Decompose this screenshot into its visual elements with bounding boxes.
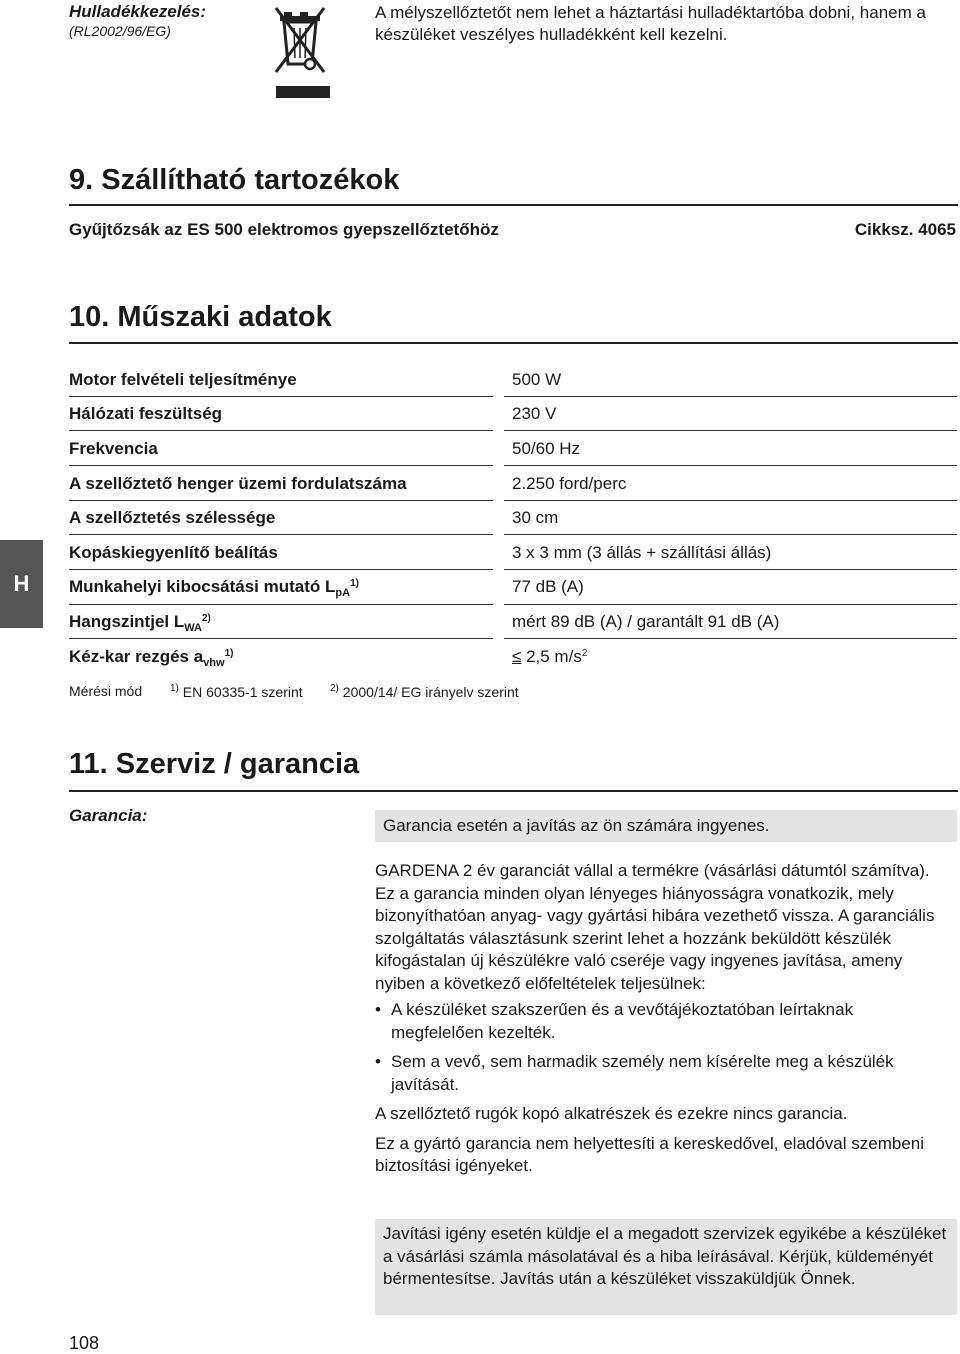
less-or-equal-symbol: ≤ — [512, 647, 522, 666]
spec-value: 230 V — [512, 404, 557, 423]
row-divider — [504, 465, 957, 466]
language-tab: H — [0, 540, 43, 628]
spec-value-text: 2,5 m/s — [526, 647, 582, 666]
footnote-text-2: 2000/14/ EG irányelv szerint — [342, 684, 519, 700]
row-divider — [69, 534, 493, 535]
section-9-heading: 9. Szállítható tartozékok — [69, 164, 400, 196]
section-9-rule — [69, 204, 958, 206]
row-divider — [504, 500, 957, 501]
section-10-rule — [69, 342, 958, 344]
page-number: 108 — [69, 1333, 100, 1353]
spec-label-footnote: 2) — [201, 613, 211, 624]
spec-label-footnote: 1) — [224, 648, 234, 659]
row-divider — [504, 604, 957, 605]
footnote-ref-1: 1) — [170, 683, 179, 694]
spec-label-footnote: 1) — [350, 578, 359, 589]
guarantee-paragraph: GARDENA 2 év garanciát vállal a termékre (vásárlási dátumtól számítva). Ez a garancia minden olyan lényeges hiányosságra vonatkozik, mely bizonyíthatóan anyag- vagy gyártási hibára vezethető vissza. A garanciális szolgáltatás választásunk szerint lehet a hozzánk beküldött készülék kifogástalan új készülékre való cseréje vagy ingyenes javítása, ameny nyiben a következő előfeltételek teljesülnek: — [375, 861, 935, 993]
spec-label-subscript: pA — [335, 587, 351, 599]
row-divider — [69, 465, 493, 466]
accessory-name: Gyűjtőzsák az ES 500 elektromos gyepszellőztetőhöz — [69, 220, 499, 239]
guarantee-body — [375, 860, 950, 1178]
row-divider — [504, 534, 957, 535]
spec-value: 500 W — [512, 370, 562, 389]
repair-instructions-box: Javítási igény esetén küldje el a megadott szervizek egyikébe a készüléket a vásárlási számla másolatával és a hiba leírásával. Kérjük, küldeményét bérmentesítse. Javítás után a készüléket visszaküldjük Önnek. — [375, 1219, 957, 1315]
spec-value — [512, 647, 587, 667]
spec-label: Frekvencia — [69, 439, 158, 458]
list-item — [375, 1051, 950, 1096]
spec-label — [69, 647, 234, 669]
guarantee-paragraph: Ez a gyártó garancia nem helyettesíti a kereskedővel, eladóval szembeni biztosítási igényeket. — [375, 1133, 925, 1175]
bullet-icon: • — [375, 1000, 381, 1019]
spec-label: Motor felvételi teljesítménye — [69, 370, 297, 389]
row-divider — [504, 638, 957, 639]
spec-value: 30 cm — [512, 508, 559, 527]
guarantee-paragraph: A szellőztető rugók kopó alkatrészek és ezekre nincs garancia. — [375, 1104, 848, 1123]
spec-label-subscript: WA — [184, 622, 202, 634]
guarantee-highlight: Garancia esetén a javítás az ön számára ingyenes. — [375, 810, 957, 842]
spec-label — [69, 612, 211, 634]
spec-value: mért 89 dB (A) / garantált 91 dB (A) — [512, 612, 780, 631]
row-divider — [69, 638, 493, 639]
row-divider — [69, 604, 493, 605]
spec-label: Hálózati feszültség — [69, 404, 223, 423]
row-divider — [504, 396, 957, 397]
measurement-note-label: Mérési mód — [69, 683, 143, 699]
section-10-heading: 10. Műszaki adatok — [69, 301, 332, 333]
spec-label: A szellőztetés szélessége — [69, 508, 276, 527]
waste-directive-ref: (RL2002/96/EG) — [69, 23, 171, 39]
spec-value: 2.250 ford/perc — [512, 474, 627, 493]
waste-disposal-text: A mélyszellőztetőt nem lehet a háztartási hulladéktartóba dobni, hanem a készüléket veszélyes hulladékként kell kezelni. — [375, 3, 926, 44]
spec-label-subscript: vhw — [203, 657, 225, 669]
footnote-text-1: EN 60335-1 szerint — [182, 684, 303, 700]
footnote-ref-2: 2) — [330, 683, 339, 694]
spec-label — [69, 577, 359, 599]
measurement-note-1 — [170, 683, 303, 700]
row-divider — [69, 569, 493, 570]
list-item — [375, 999, 950, 1044]
section-11-heading: 11. Szerviz / garancia — [69, 748, 360, 780]
spec-label-text: Kéz-kar rezgés a — [69, 647, 204, 666]
waste-disposal-title: Hulladékkezelés: — [69, 2, 207, 21]
accessory-article-number: Cikksz. 4065 — [854, 220, 956, 239]
accessory-row — [69, 220, 956, 240]
spec-value-exponent: 2 — [581, 648, 588, 659]
spec-label-text: Hangszintjel L — [69, 612, 185, 631]
spec-value: 3 x 3 mm (3 állás + szállítási állás) — [512, 543, 772, 562]
spec-value: 77 dB (A) — [512, 577, 584, 596]
spec-value: 50/60 Hz — [512, 439, 581, 458]
bullet-icon: • — [375, 1052, 381, 1071]
section-11-rule — [69, 790, 958, 792]
row-divider — [69, 500, 493, 501]
list-item-text: A készüléket szakszerűen és a vevőtájékoztatóban leírtaknak megfelelően kezelték. — [391, 1000, 854, 1042]
spec-label: A szellőztető henger üzemi fordulatszáma — [69, 474, 407, 493]
crossed-out-wheelie-bin-icon — [270, 2, 332, 100]
row-divider — [69, 396, 493, 397]
row-divider — [69, 430, 493, 431]
row-divider — [504, 569, 957, 570]
spec-label: Kopáskiegyenlítő beálítás — [69, 543, 278, 562]
guarantee-label: Garancia: — [69, 806, 148, 825]
spec-label-text: Munkahelyi kibocsátási mutató L — [69, 577, 336, 596]
measurement-note-2 — [330, 683, 519, 700]
row-divider — [504, 430, 957, 431]
list-item-text: Sem a vevő, sem harmadik személy nem kísérelte meg a készülék javítását. — [391, 1052, 894, 1094]
